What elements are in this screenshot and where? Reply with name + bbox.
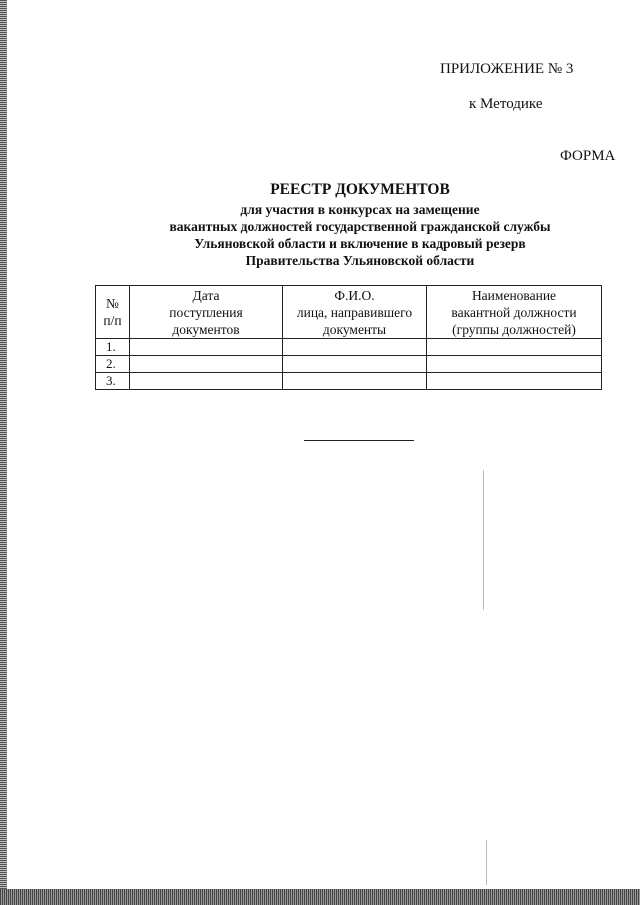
title-line: для участия в конкурсах на замещение: [240, 202, 480, 217]
form-label: ФОРМА: [560, 148, 616, 164]
scan-artifact: [486, 840, 487, 885]
header-position: [427, 286, 602, 339]
title-line: Ульяновской области и включение в кадровый резерв: [194, 236, 526, 251]
table-row: [96, 373, 602, 390]
table-header-row: [96, 286, 602, 339]
header-line: документов: [172, 321, 240, 337]
scan-edge-bottom: [0, 889, 640, 905]
row-number: 3.: [96, 373, 130, 390]
document-title-block: [90, 181, 630, 269]
table-row: [96, 339, 602, 356]
cell-date: [130, 373, 283, 390]
appendix-label: ПРИЛОЖЕНИЕ № 3: [440, 61, 574, 77]
table-row: [96, 356, 602, 373]
cell-name: [283, 339, 427, 356]
header-date: [130, 286, 283, 339]
header-line: документы: [322, 321, 387, 337]
cell-position: [427, 373, 602, 390]
document-title: РЕЕСТР ДОКУМЕНТОВ: [270, 181, 450, 198]
title-line: вакантных должностей государственной гражданской службы: [169, 219, 551, 234]
registry-table: [95, 285, 602, 390]
header-line: лица, направившего: [296, 304, 413, 320]
cell-name: [283, 373, 427, 390]
scan-edge-left: [0, 0, 7, 905]
cell-name: [283, 356, 427, 373]
row-number: 1.: [96, 339, 130, 356]
header-line: №: [106, 296, 119, 311]
header-line: (группы должностей): [452, 321, 576, 337]
signature-line: [304, 440, 414, 441]
header-line: Дата: [192, 287, 220, 303]
scan-artifact: [483, 470, 484, 610]
cell-position: [427, 339, 602, 356]
method-reference: к Методике: [469, 96, 543, 112]
cell-position: [427, 356, 602, 373]
cell-date: [130, 356, 283, 373]
header-line: п/п: [103, 313, 122, 328]
header-line: вакантной должности: [451, 304, 577, 320]
header-number: [96, 286, 130, 339]
row-number: 2.: [96, 356, 130, 373]
title-line: Правительства Ульяновской области: [245, 253, 475, 268]
header-name: [283, 286, 427, 339]
cell-date: [130, 339, 283, 356]
header-line: поступления: [169, 304, 243, 320]
header-line: Ф.И.О.: [334, 287, 375, 303]
header-line: Наименование: [471, 287, 557, 303]
